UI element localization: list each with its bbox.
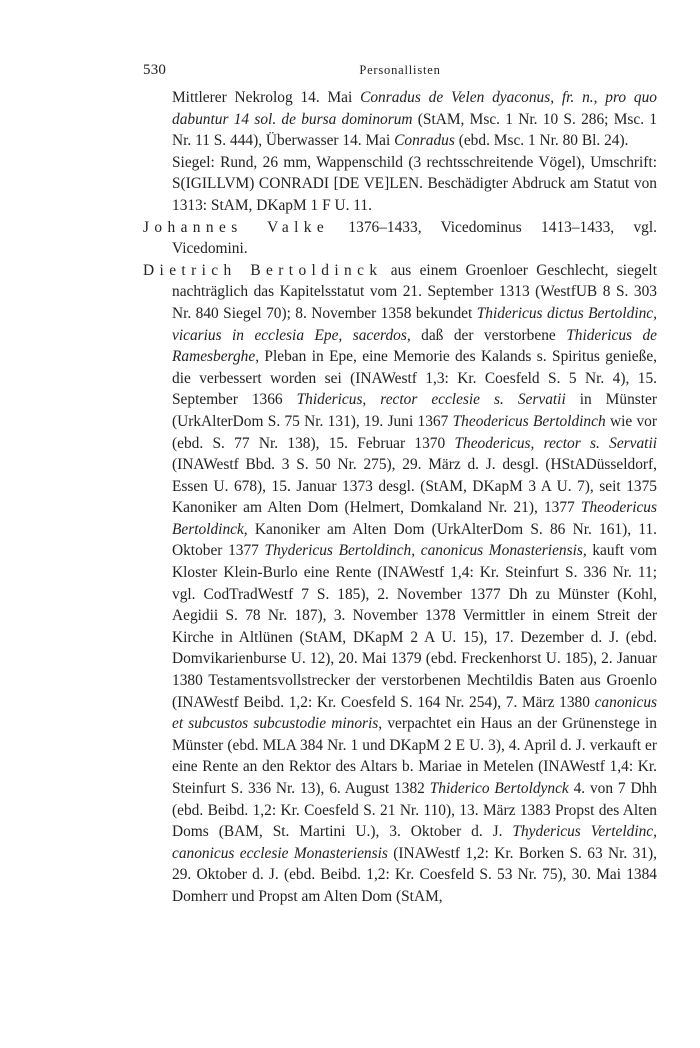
- text-segment: (ebd. Msc. 1 Nr. 80 Bl. 24).: [454, 132, 629, 150]
- text-segment: Siegel: Rund, 26 mm, Wappenschild (3 rechtsschreitende Vögel), Umschrift: S(IGILLVM) CONRADI [DE VE]LEN. Beschädigter Abdruck am Statut von 1313: StAM, DKapM 1 F U. 11.: [172, 153, 657, 214]
- italic-quotation: canonicus et subcustos subcustodie minoris,: [172, 693, 657, 733]
- text-segment: 4. von 7 Dhh (ebd. Beibd. 1,2: Kr. Coesfeld S. 21 Nr. 110), 13. März 1383 Propst des Alten Doms (BAM, St. Martini U.), 3. Oktober d. J.: [172, 780, 657, 841]
- person-entry: [143, 260, 657, 908]
- running-title: Personallisten: [359, 63, 441, 77]
- page-number: 530: [143, 62, 167, 78]
- continuation-paragraph: [143, 152, 657, 217]
- text-segment: in Münster (UrkAlterDom S. 75 Nr. 131), 19. Juni 1367: [172, 391, 657, 430]
- running-head: [143, 62, 657, 84]
- italic-quotation: Theodericus Bertoldinch: [452, 412, 606, 430]
- italic-quotation: Theodericus, rector s. Servatii: [454, 434, 657, 452]
- text-segment: daß der verstorbene: [410, 326, 567, 344]
- italic-quotation: Thidericus, rector ecclesie s. Servatii: [296, 391, 566, 409]
- text-segment: (INAWestf 1,2: Kr. Borken S. 63 Nr. 31), 29. Oktober d. J. (ebd. Beibd. 1,2: Kr. Coesfeld S. 53 Nr. 75), 30. Mai 1384 Domherr und Propst am Alten Dom (StAM,: [172, 844, 657, 905]
- text-segment: (StAM, Msc. 1 Nr. 10 S. 286; Msc. 1 Nr. 11 S. 444), Überwasser 14. Mai: [172, 110, 658, 150]
- italic-quotation: Conradus: [394, 132, 455, 150]
- body-text: [143, 87, 657, 908]
- italic-quotation: Thidericus dictus Bertoldinc, vicarius in ecclesia Epe, sacerdos,: [172, 304, 657, 344]
- italic-quotation: Conradus de Velen dyaconus, fr. n., pro quo dabuntur 14 sol. de bursa dominorum: [172, 89, 657, 128]
- text-segment: aus einem Groenloer Geschlecht, siegelt nachträglich das Kapitelsstatut vom 21. September 1313 (WestfUB 8 S. 303 Nr. 840 Siegel 70); 8. November 1358 bekundet: [172, 261, 657, 322]
- text-segment: Kanoniker am Alten Dom (UrkAlterDom S. 86 Nr. 161), 11. Oktober 1377: [172, 520, 657, 560]
- text-segment: Mittlerer Nekrolog 14. Mai: [172, 89, 361, 106]
- italic-quotation: Thydericus Verteldinc, canonicus ecclesie Monasteriensis: [172, 823, 657, 862]
- italic-quotation: Thidericus de Ramesberghe,: [172, 326, 658, 366]
- italic-quotation: Thydericus Bertoldinch, canonicus Monasteriensis,: [264, 542, 587, 560]
- italic-quotation: Thiderico Bertoldynck: [429, 780, 569, 797]
- italic-quotation: Theodericus Bertoldinck,: [172, 499, 657, 538]
- text-segment: kauft vom Kloster Klein-Burlo eine Rente (INAWestf 1,4: Kr. Steinfurt S. 336 Nr. 11; vgl. CodTradWestf 7 S. 185), 2. November 1377 Dh zu Münster (Kohl, Aegidii S. 78 Nr. 187), 3. November 1378 Vermittler in einem Streit der Kirche in Altlünen (StAM, DKapM 2 A U. 15), 17. Dezember d. J. (ebd. Domvikarienburse U. 12), 20. Mai 1379 (ebd. Freckenhorst U. 185), 2. Januar 1380 Testamentsvollstrecker der verstorbenen Mechtildis Baten aus Groenlo (INAWestf Beibd. 1,2: Kr. Coesfeld S. 164 Nr. 254), 7. März 1380: [172, 542, 657, 711]
- text-segment: verpachtet ein Haus an der Grünenstege in Münster (ebd. MLA 384 Nr. 1 und DKapM 2 E U. 3), 4. April d. J. verkauft er eine Rente an den Rektor des Altars b. Mariae in Metelen (INAWestf 1,4: Kr. Steinfurt S. 336 Nr. 13), 6. August 1382: [172, 715, 657, 797]
- continuation-paragraph: [143, 87, 657, 152]
- text-segment: wie vor (ebd. S. 77 Nr. 138), 15. Februar 1370: [172, 412, 657, 452]
- text-segment: (INAWestf Bbd. 3 S. 50 Nr. 275), 29. März d. J. desgl. (HStADüsseldorf, Essen U. 678), 15. Januar 1373 desgl. (StAM, DKapM 3 A U. 7), seit 1375 Kanoniker am Alten Dom (Helmert, Domkaland Nr. 21), 1377: [172, 456, 657, 517]
- person-name: Dietrich Bertoldinck: [143, 261, 383, 279]
- person-entry: [143, 217, 657, 260]
- person-name: Johannes Valke: [143, 218, 330, 236]
- text-segment: 1376–1433, Vicedominus 1413–1433, vgl. Vicedomini.: [172, 218, 657, 258]
- text-segment: Pleban in Epe, eine Memorie des Kalands s. Spiritus genieße, die verbessert worden sei (INAWestf 1,3: Kr. Coesfeld S. 5 Nr. 4), 15. September 1366: [172, 348, 657, 409]
